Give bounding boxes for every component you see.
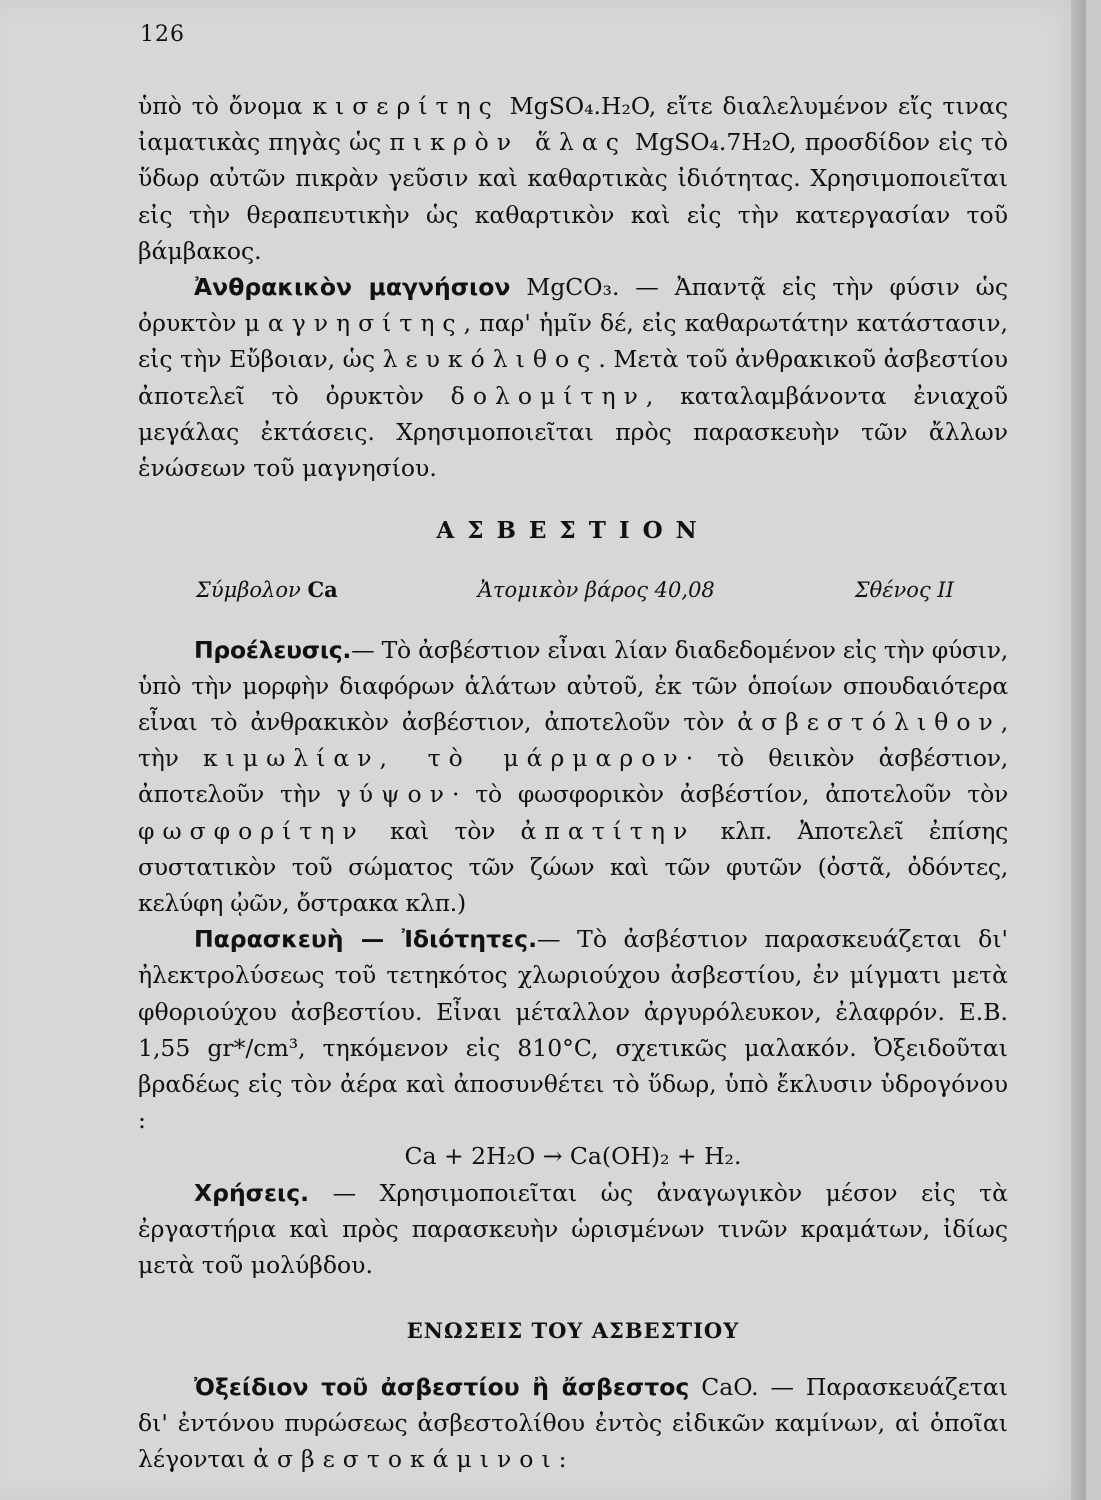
spaced-term: κιμωλίαν, τὸ μάρμαρον — [202, 744, 686, 773]
page-content — [138, 88, 1008, 1477]
paragraph-magnesium-carbonate — [138, 269, 1008, 486]
spaced-term: ἀσβεστοκάμινοι — [253, 1444, 559, 1473]
page-number: 126 — [140, 22, 185, 47]
paragraph-text: — Τὸ ἀσβέστιον παρασκευάζεται δι' ἠλεκτρολύσεως τοῦ τετηκότος χλωριούχου ἀσβεστίου, ἐν μίγματι μετὰ φθοριούχου ἀσβεστίου. Εἶναι μέταλλον ἀργυρόλευκον, ἐλαφρόν. Ε.Β. 1,55 gr*/cm³, τηκόμενον εἰς 810°C, σχετικῶς μαλακόν. Ὀξειδοῦται βραδέως εἰς τὸν ἀέρα καὶ ἀποσυνθέτει τὸ ὕδωρ, ὑπὸ ἔκλυσιν ὑδρογόνου : — [138, 925, 1008, 1135]
spaced-term: λευκόλιθος — [382, 345, 599, 374]
paragraph-text: · τὸ φωσφορικὸν ἀσβέστίον, ἀποτελοῦν τὸν — [451, 780, 1009, 809]
spaced-term: δολομίτην — [450, 381, 646, 410]
symbol-label: Σύμβολον — [196, 578, 301, 603]
symbol-meta — [196, 572, 338, 608]
paragraph-text: , παρ' ἡμῖν δέ, εἰς καθαρωτάτην κατάστασιν, εἰς τὴν Εὔβοιαν, ὡς — [138, 309, 1009, 374]
paragraph-text: MgSO₄.H₂O, εἴτε διαλελυμένον εἴς τινας ἰαματικὰς πηγὰς ὡς — [138, 92, 1008, 157]
paragraph-text: · τὸ θειικὸν ἀσβέστιον, ἀποτελοῦν τὴν — [138, 744, 1008, 809]
paragraph-text: , τὴν — [138, 708, 1008, 773]
spaced-term: μαγνησίτης — [244, 309, 464, 338]
paragraph-text: CaO. — Παρασκευάζεται δι' ἐντόνου πυρώσεως ἀσβεστολίθου ἐντὸς εἰδικῶν καμίνων, αἱ ὁποῖαι λέγονται — [138, 1372, 1008, 1473]
spaced-term: φωσφορίτην — [138, 816, 365, 845]
spaced-term: ἀπατίτην — [520, 816, 696, 845]
section-title: ΑΣΒΕΣΤΙΟΝ — [436, 517, 710, 545]
spaced-term: πικρὸν ἅλας — [389, 128, 627, 157]
paragraph-text: MgSO₄.7H₂O, προσδίδον εἰς τὸ ὕδωρ αὐτῶν πικρὰν γεῦσιν καὶ καθαρτικὰς ἰδιότητας. Χρησιμοποιεῖται εἰς τὴν θεραπευτικὴν ὡς καθαρτικὸν καὶ εἰς τὴν κατεργασίαν τοῦ βάμβακος. — [138, 128, 1008, 265]
paragraph-calcium-oxide — [138, 1369, 1008, 1478]
bold-term: Χρήσεις. — [194, 1178, 310, 1207]
bold-term: Ἀνθρακικὸν μαγνήσιον — [194, 273, 511, 302]
paragraph-origin — [138, 632, 1008, 922]
paragraph-text: — Τὸ ἀσβέστιον εἶναι λίαν διαδεδομένον εἰς τὴν φύσιν, ὑπὸ τὴν μορφὴν διαφόρων ἁλάτων αὐτοῦ, ἐκ τῶν ὁποίων σπουδαιότερα εἶναι τὸ ἀνθρακικὸν ἀσβέστιον, ἀποτελοῦν τὸν — [138, 635, 1009, 737]
bold-term: Παρασκευὴ — Ἰδιότητες. — [194, 925, 538, 954]
symbol-value: Ca — [307, 577, 338, 603]
paragraph-text: — Χρησιμοποιεῖται ὡς ἀναγωγικὸν μέσον εἰς τὰ ἐργαστήρια καὶ πρὸς παρασκευὴν ὡρισμένων τινῶν κραμάτων, ἰδίως μετὰ τοῦ μολύβδου. — [138, 1178, 1008, 1280]
paragraph-text: MgCO₃. — Ἀπαντᾷ εἰς τὴν φύσιν ὡς ὀρυκτὸν — [138, 273, 1008, 338]
bold-term: Προέλευσις. — [194, 635, 352, 664]
paragraph-text: κλπ. Ἀποτελεῖ ἐπίσης συστατικὸν τοῦ σώματος τῶν ζώων καὶ τῶν φυτῶν (ὀστᾶ, ὀδόντες, κελύφη ᾠῶν, ὄστρακα κλπ.) — [138, 816, 1008, 918]
subsection-title: ΕΝΩΣΕΙΣ ΤΟΥ ΑΣΒΕΣΤΙΟΥ — [406, 1318, 740, 1344]
paragraph-uses — [138, 1175, 1008, 1284]
atomic-weight: Ἀτομικὸν βάρος 40,08 — [477, 578, 715, 603]
page-edge — [1071, 0, 1086, 1500]
paragraph-text: καὶ τὸν — [364, 816, 521, 845]
valence: Σθένος II — [854, 578, 954, 603]
bold-term: Ὀξείδιον τοῦ ἀσβεστίου ἢ ἄσβεστος — [194, 1372, 690, 1401]
spaced-term: ἀσβεστόλιθον — [737, 708, 1001, 737]
paragraph-text: , καταλαμβάνοντα ἐνιαχοῦ μεγάλας ἐκτάσεις. Χρησιμοποιεῖται πρὸς παρασκευὴν τῶν ἄλλων ἑνώσεων τοῦ μαγνησίου. — [138, 381, 1008, 483]
spaced-term: γύψον — [336, 780, 452, 809]
paragraph-text: . Μετὰ τοῦ ἀνθρακικοῦ ἀσβεστίου ἀποτελεῖ τὸ ὀρυκτὸν — [138, 345, 1009, 410]
paragraph-text: : — [558, 1444, 567, 1473]
paragraph-text: ὑπὸ τὸ ὄνομα — [138, 92, 313, 120]
spaced-term: κισερίτης — [312, 92, 500, 120]
paragraph-kieserite — [138, 88, 1008, 269]
chemical-equation: Ca + 2H₂O → Ca(OH)₂ + H₂. — [404, 1142, 742, 1171]
paragraph-preparation — [138, 921, 1008, 1138]
element-meta-row — [196, 572, 954, 608]
